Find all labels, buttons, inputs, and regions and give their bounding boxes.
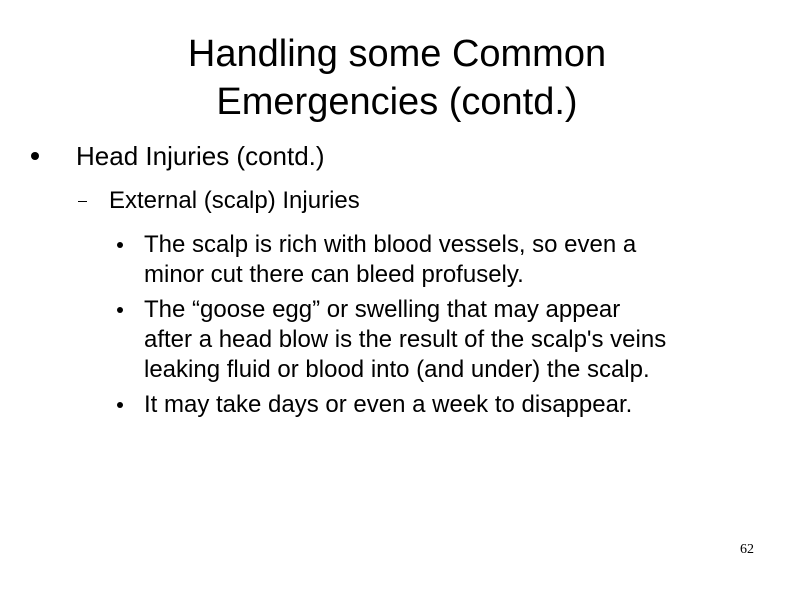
bullet-list (117, 230, 757, 425)
list-item (117, 295, 757, 385)
list-item-line: The “goose egg” or swelling that may appear (144, 296, 621, 323)
level1-bullet: Head Injuries (contd.) (76, 141, 325, 171)
list-item (117, 230, 757, 290)
dash-bullet-icon (78, 201, 87, 202)
slide-title (0, 30, 794, 126)
page-number: 62 (740, 542, 754, 557)
level2-bullet: External (scalp) Injuries (109, 187, 360, 214)
bullet-dot-icon (117, 307, 123, 313)
list-item-line: minor cut there can bleed profusely. (144, 261, 524, 288)
bullet-dot-icon (31, 152, 39, 160)
title-line: Emergencies (contd.) (216, 81, 578, 123)
list-item-line: It may take days or even a week to disappear. (144, 391, 633, 418)
list-item (117, 390, 757, 420)
list-item-line: leaking fluid or blood into (and under) the scalp. (144, 356, 650, 383)
list-item-line: The scalp is rich with blood vessels, so even a (144, 231, 637, 258)
bullet-dot-icon (117, 242, 123, 248)
bullet-dot-icon (117, 402, 123, 408)
title-line: Handling some Common (187, 33, 607, 75)
list-item-line: after a head blow is the result of the scalp's veins (144, 326, 667, 353)
